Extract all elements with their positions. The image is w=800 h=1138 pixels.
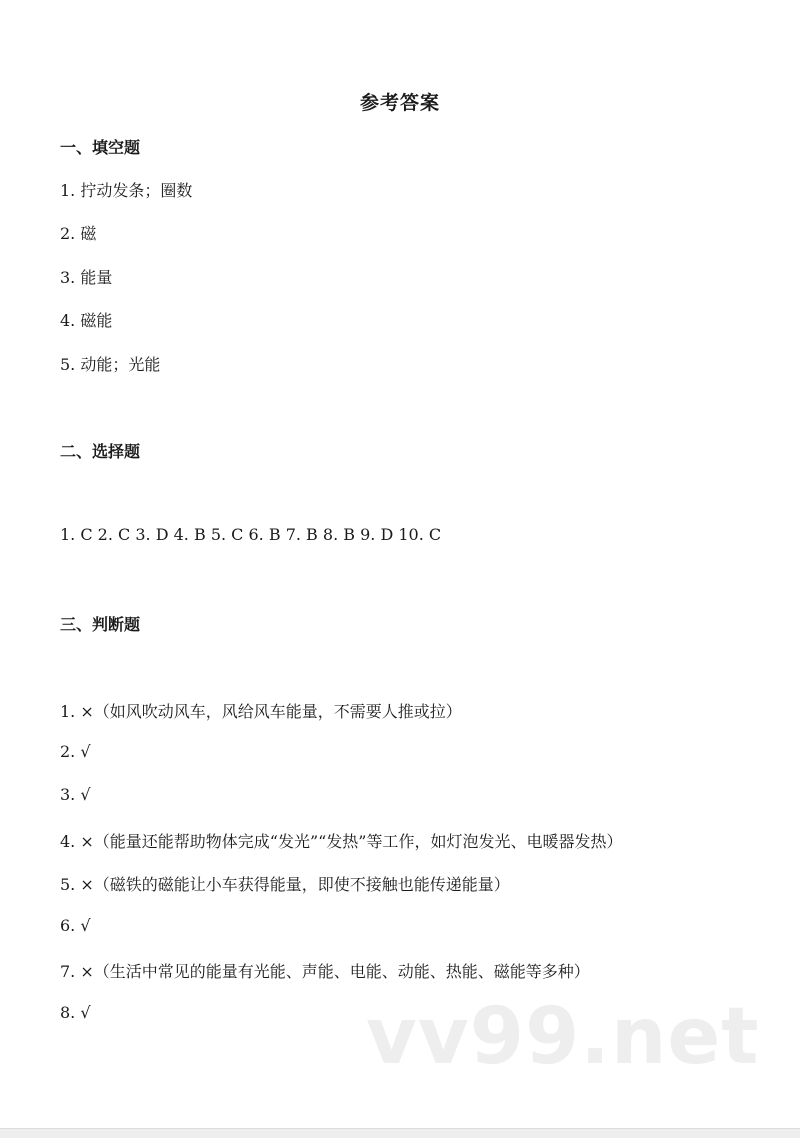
judge-answer-1: 1. ×（如风吹动风车，风给风车能量，不需要人推或拉） (60, 702, 462, 721)
judge-answer-8: 8. √ (60, 1003, 91, 1022)
judge-answer-5: 5. ×（磁铁的磁能让小车获得能量，即使不接触也能传递能量） (60, 875, 510, 894)
judge-answer-3: 3. √ (60, 785, 91, 804)
fill-answer-5: 5. 动能；光能 (60, 355, 161, 374)
judge-answer-6: 6. √ (60, 916, 91, 935)
fill-answer-3: 3. 能量 (60, 268, 113, 287)
section-heading-judge: 三、判断题 (60, 615, 141, 634)
section-heading-fill: 一、填空题 (60, 138, 141, 157)
fill-answer-2: 2. 磁 (60, 224, 97, 243)
judge-answer-4: 4. ×（能量还能帮助物体完成“发光”“发热”等工作，如灯泡发光、电暖器发热） (60, 832, 623, 851)
judge-answer-2: 2. √ (60, 742, 91, 761)
section-heading-choice: 二、选择题 (60, 442, 141, 461)
judge-answer-7: 7. ×（生活中常见的能量有光能、声能、电能、动能、热能、磁能等多种） (60, 962, 590, 981)
watermark: vv99.net (366, 992, 760, 1082)
page-title: 参考答案 (359, 92, 440, 114)
fill-answer-4: 4. 磁能 (60, 311, 113, 330)
fill-answer-1: 1. 拧动发条；圈数 (60, 181, 193, 200)
choice-answers: 1. C 2. C 3. D 4. B 5. C 6. B 7. B 8. B 9. D 10. C (60, 525, 442, 544)
